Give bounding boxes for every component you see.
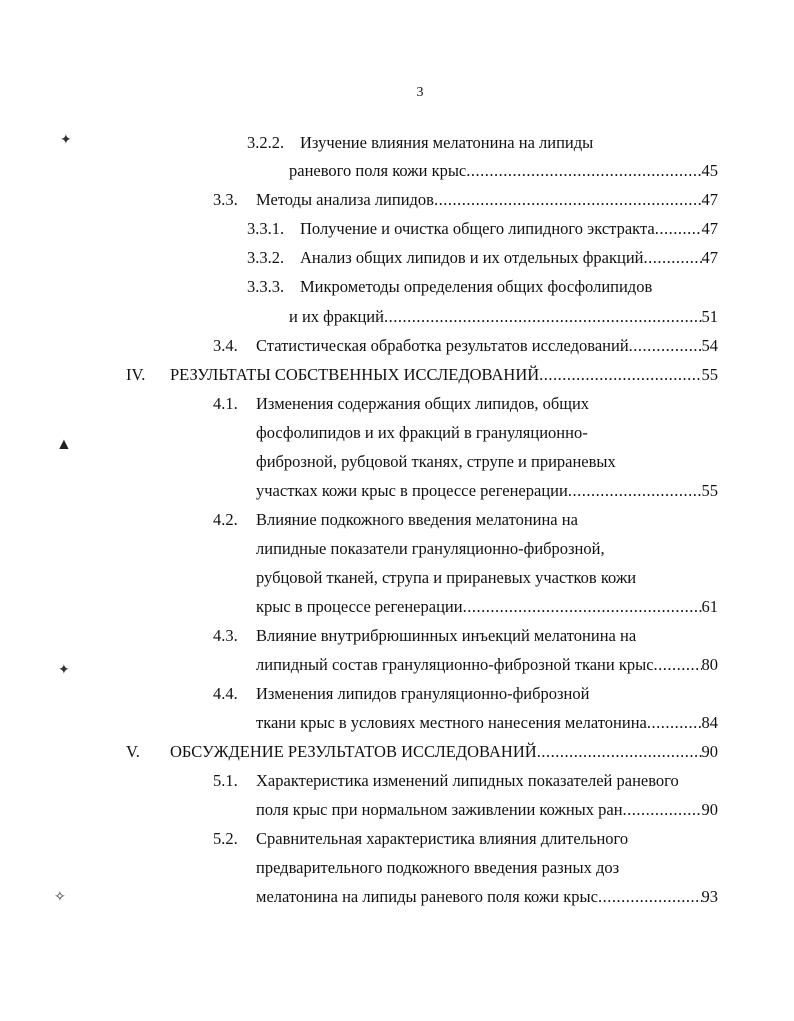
toc-entry-title: Характеристика изменений липидных показателей раневого [256, 771, 679, 790]
toc-page-number: 61 [701, 597, 718, 616]
toc-page-number: 47 [701, 248, 718, 267]
toc-page-number: 80 [701, 655, 718, 674]
toc-entry-line-dotted [170, 741, 718, 763]
toc-entry-line-dotted [256, 886, 718, 908]
toc-entry-number: 3.3. [213, 190, 238, 209]
toc-entry-number: 3.3.2. [247, 248, 285, 267]
toc-entry-number: 4.4. [213, 684, 238, 703]
toc-entry-number: 3.4. [213, 336, 238, 355]
toc-entry-title: крыс в процессе регенерации [256, 597, 463, 616]
toc-entry-title: липидные показатели грануляционно-фиброзной, [256, 539, 605, 558]
toc-entry-number: 4.2. [213, 510, 238, 529]
toc-entry-title: Микрометоды определения общих фосфолипидов [300, 277, 653, 296]
toc-entry-number: 3.3.3. [247, 277, 285, 296]
toc-page-number: 47 [701, 190, 718, 209]
toc-entry-line-dotted [256, 596, 718, 618]
toc-entry-title: фосфолипидов и их фракций в грануляционно- [256, 423, 588, 442]
toc-page-number: 45 [701, 161, 718, 180]
toc-entry-line-dotted [256, 189, 718, 211]
toc-entry-line-dotted [300, 218, 718, 240]
toc-entry-title: участках кожи крыс в процессе регенерации [256, 481, 568, 500]
toc-chapter-title: ОБСУЖДЕНИЕ РЕЗУЛЬТАТОВ ИССЛЕДОВАНИЙ [170, 742, 537, 761]
toc-entry-title: Получение и очистка общего липидного экстракта [300, 219, 655, 238]
toc-entry-title: Статистическая обработка результатов исследований [256, 336, 629, 355]
toc-entry-line-dotted [170, 364, 718, 386]
toc-chapter-number: V. [126, 742, 140, 761]
toc-entry-title: и их фракций [289, 307, 384, 326]
toc-entry-title: Влияние внутрибрюшинных инъекций мелатонина на [256, 626, 637, 645]
toc-page-number: 55 [701, 481, 718, 500]
toc-entry-title: Влияние подкожного введения мелатонина на [256, 510, 578, 529]
toc-entry-title: мелатонина на липиды раневого поля кожи крыс [256, 887, 598, 906]
toc-entry-number: 3.3.1. [247, 219, 285, 238]
toc-entry-title: Сравнительная характеристика влияния длительного [256, 829, 629, 848]
toc-entry-title: рубцовой тканей, струпа и прираневых участков кожи [256, 568, 637, 587]
page-number: 3 [416, 85, 424, 100]
toc-page-number: 47 [701, 219, 718, 238]
toc-entry-title: фиброзной, рубцовой тканях, струпе и прираневых [256, 452, 616, 471]
scan-mark-icon: ▲ [56, 436, 72, 453]
toc-entry-title: поля крыс при нормальном заживлении кожных ран [256, 800, 623, 819]
scan-mark-icon: ✦ [58, 663, 70, 678]
toc-entry-line-dotted [289, 160, 718, 182]
toc-entry-title: липидный состав грануляционно-фиброзной ткани крыс [256, 655, 654, 674]
toc-entry-title: Изменения липидов грануляционно-фиброзной [256, 684, 590, 703]
toc-entry-line-dotted [256, 480, 718, 502]
toc-entry-line-dotted [256, 799, 718, 821]
toc-entry-line-dotted [256, 335, 718, 357]
toc-entry-number: 4.3. [213, 626, 238, 645]
toc-page-number: 55 [701, 365, 718, 384]
toc-chapter-title: РЕЗУЛЬТАТЫ СОБСТВЕННЫХ ИССЛЕДОВАНИЙ [170, 365, 540, 384]
toc-page-number: 54 [701, 336, 718, 355]
toc-chapter-number: IV. [126, 365, 146, 384]
toc-entry-number: 5.2. [213, 829, 238, 848]
toc-page-number: 90 [701, 800, 718, 819]
toc-entry-title: Анализ общих липидов и их отдельных фракций [300, 248, 644, 267]
toc-entry-line-dotted [256, 712, 718, 734]
toc-entry-title: Изменения содержания общих липидов, общих [256, 394, 590, 413]
toc-entry-number: 5.1. [213, 771, 238, 790]
toc-entry-title: ткани крыс в условиях местного нанесения мелатонина [256, 713, 647, 732]
toc-page-number: 84 [701, 713, 718, 732]
toc-page-number: 90 [701, 742, 718, 761]
toc-entry-title: раневого поля кожи крыс [289, 161, 467, 180]
toc-entry-number: 3.2.2. [247, 133, 285, 152]
toc-page-number: 93 [701, 887, 718, 906]
toc-entry-line-dotted [289, 306, 718, 328]
toc-entry-title: Методы анализа липидов [256, 190, 434, 209]
scan-mark-icon: ✦ [60, 133, 72, 148]
toc-entry-line-dotted [300, 247, 718, 269]
toc-entry-number: 4.1. [213, 394, 238, 413]
scan-mark-icon: ✧ [54, 890, 66, 905]
toc-page-number: 51 [701, 307, 718, 326]
toc-entry-line-dotted [256, 654, 718, 676]
toc-entry-title: Изучение влияния мелатонина на липиды [300, 133, 594, 152]
toc-entry-title: предварительного подкожного введения разных доз [256, 858, 620, 877]
